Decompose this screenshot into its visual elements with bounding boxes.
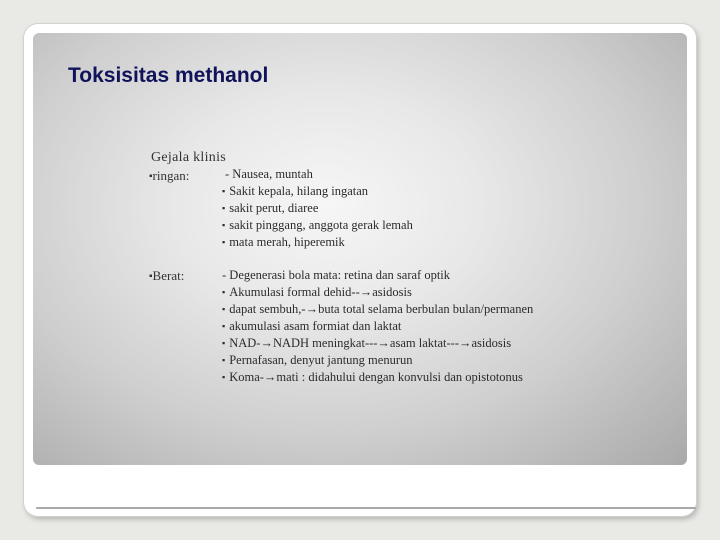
symptom-item: ▪ NAD-→NADH meningkat---→asam laktat---→asidosis: [222, 336, 512, 350]
bullet-icon: ▪: [149, 271, 153, 282]
symptom-item: ▪ mata merah, hiperemik: [222, 235, 345, 249]
bullet-icon: ▪: [222, 237, 226, 247]
symptom-item: ▪ Akumulasi formal dehid--→asidosis: [222, 285, 412, 299]
symptom-item: ▪ Sakit kepala, hilang ingatan: [222, 184, 369, 198]
symptom-item: ▪ Pernafasan, denyut jantung menurun: [222, 353, 413, 367]
bullet-icon: ▪: [222, 220, 226, 230]
bullet-icon: ▪: [222, 321, 226, 331]
bullet-icon: ▪: [222, 186, 226, 196]
bullet-icon: ▪: [222, 355, 226, 365]
slide-title: Toksisitas methanol: [68, 64, 269, 87]
section-heading: Gejala klinis: [151, 150, 227, 165]
bullet-icon: ▪: [222, 203, 226, 213]
symptom-item: - Nausea, muntah: [225, 167, 313, 181]
category-label: Berat:: [152, 268, 185, 283]
category-berat: [149, 268, 184, 284]
symptom-item: ▪ akumulasi asam formiat dan laktat: [222, 319, 402, 333]
symptom-item: ▪ sakit pinggang, anggota gerak lemah: [222, 218, 413, 232]
bullet-icon: ▪: [222, 304, 226, 314]
category-label: ringan:: [152, 168, 190, 183]
bullet-icon: ▪: [222, 372, 226, 382]
symptom-item: ▪ dapat sembuh,-→buta total selama berbulan bulan/permanen: [222, 302, 534, 316]
bullet-icon: ▪: [149, 171, 153, 182]
symptom-item: ▪ sakit perut, diaree: [222, 201, 319, 215]
bullet-icon: ▪: [222, 287, 226, 297]
symptom-item: ▪ Koma-→mati : didahului dengan konvulsi dan opistotonus: [222, 370, 523, 384]
bullet-icon: ▪: [222, 338, 226, 348]
category-ringan: [149, 168, 189, 184]
symptom-item: - Degenerasi bola mata: retina dan saraf optik: [222, 268, 451, 282]
